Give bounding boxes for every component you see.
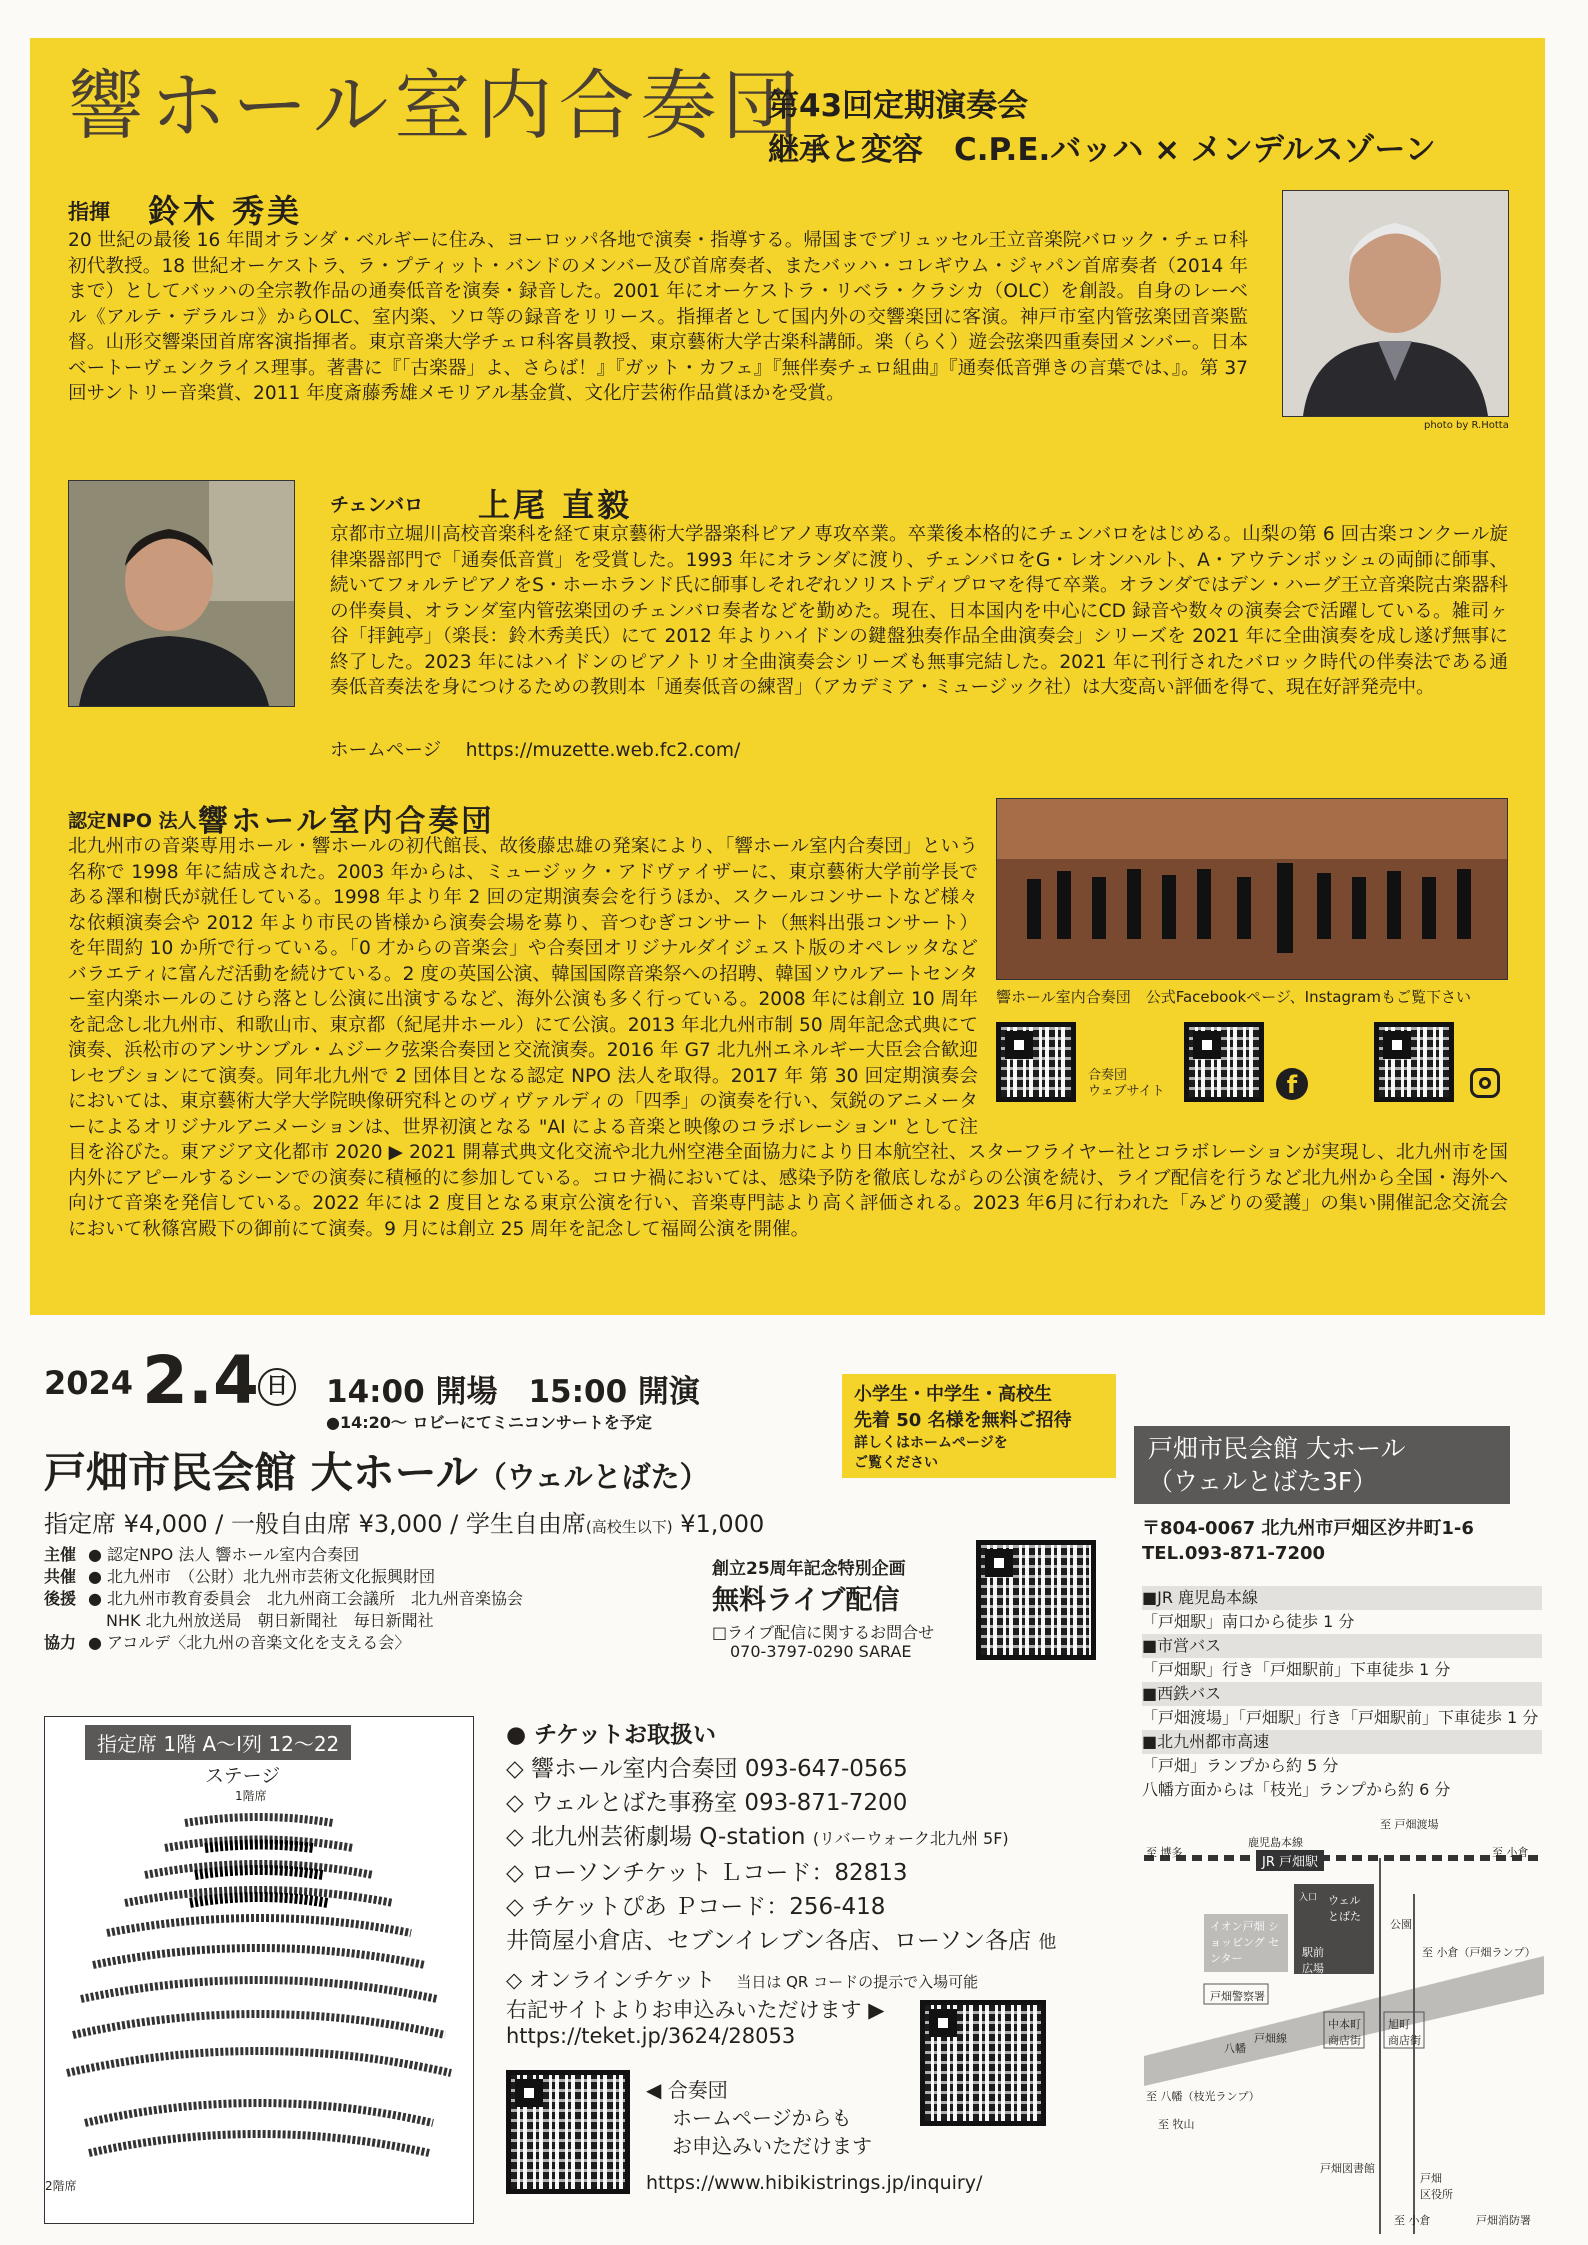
map-to-kokura: 至 小倉 (1492, 1846, 1529, 1859)
photo-credit: photo by R.Hotta (1424, 420, 1509, 431)
map-station: JR 戸畑駅 (1256, 1850, 1324, 1871)
event-date: 2.4 (142, 1342, 259, 1419)
venue-address: 〒804-0067 北九州市戸畑区汐井町1-6 TEL.093-871-7200 (1142, 1518, 1474, 1564)
conductor-photo (1282, 190, 1509, 417)
map-to-makiyama: 至 牧山 (1158, 2118, 1195, 2131)
student-offer-line4: ご覧ください (854, 1455, 938, 1471)
map-line-label: 鹿児島本線 (1248, 1836, 1303, 1849)
map-fire: 戸畑消防署 (1476, 2214, 1531, 2227)
homepage-apply-text: ◀ 合奏団 ホームページからも お申込みいただけます (646, 2078, 872, 2158)
ticket-outlet-item: ◇ 北九州芸術劇場 Q-station (リバーウォーク北九州 5F) (506, 1824, 1009, 1850)
live-stream-qr-code[interactable] (976, 1540, 1096, 1660)
cembalo-name: 上尾 直毅 (478, 486, 633, 524)
map-park: 公園 (1390, 1918, 1412, 1931)
stage-label: ステージ (205, 1765, 281, 1787)
cembalo-photo (68, 480, 295, 707)
seat-map-header: 指定席 1階 A～I列 12～22 (85, 1725, 351, 1760)
mini-concert-note: ●14:20～ ロビーにてミニコンサートを予定 (326, 1413, 652, 1432)
map-road-tobata: 戸畑線 (1254, 2032, 1287, 2045)
map-aeon: イオン戸畑 ショッピング センター (1210, 1920, 1280, 1965)
ticket-stores: 井筒屋小倉店、セブンイレブン各店、ローソン各店 他 (506, 1928, 1057, 1954)
ensemble-bio: 北九州市の音楽専用ホール・響ホールの初代館長、故後藤忠雄の発案により、「響ホール室内合奏団」という名称で 1998 年に結成された。2003 年からは、ミュージック・アドヴァイザーに、東京藝術大学前学長である澤和樹氏が就任している。1998 年より年 2 回の定期演奏会を行うほか、スクールコンサートなど様々な依頼演奏会や 2012 年より市民の皆様から演奏会場を募り、音つむぎコンサート（無料出張コンサート）を年間約 10 か所で行っている。「0 才からの音楽会」や合奏団オリジナルダイジェスト版のオペレッタなどバラエティに富んだ活動を続けている。2 度の英国公演、韓国国際音楽祭への招聘、韓国ソウルアートセンター室内楽ホールのこけら落とし公演に出演するなど、海外公演も多く行っている。2008 年には創立 10 周年を記念し北九州市、和歌山市、東京都（紀尾井ホール）にて公演。2013 年北九州市制 50 周年記念式典にて演奏、浜松市のアンサンブル・ムジーク弦楽合奏団と交流演奏。2016 年 G7 北九州エネルギー大臣会合歓迎レセプションにて演奏。同年北九州で 2 団体目となる認定 NPO 法人を取得。2017 年 第 30 回定期演奏会においては、東京藝術大学大学院映像研究科とのヴィヴァルディの「四季」の演奏を行い、気鋭のアニメーターによるオリジナルアニメーションは、世界初演となる "AI による音楽と映像のコラボレーション" として注目を浴びた。東アジア文化都市 2020 ▶ 2021 開幕式典文化交流や北九州空港全面協力により日本航空社、スターフライヤー社とコラボレーションが実現し、北九州市を国内外にアピールするシーンでの演奏に積極的に参加している。コロナ禍においては、感染予防を徹底しながらの公演を続け、ライブ配信を行うなど北九州から全国・海外へ向けて音楽を発信している。2022 年には 2 度目となる東京公演を行い、音楽専門誌より高く評価される。2023 年6月に行われた「みどりの愛護」の集い開催記念交流会において秋篠宮殿下の御前にて演奏。9 月には創立 25 周年を記念して福岡公演を開催。 (68, 836, 1508, 1240)
seat-map (44, 1716, 474, 2224)
credit-row: NHK 北九州放送局 朝日新聞社 毎日新聞社 (106, 1611, 434, 1630)
qr-site-label: 合奏団 ウェブサイト (1088, 1068, 1165, 1099)
homepage-url[interactable]: https://muzette.web.fc2.com/ (465, 740, 741, 761)
ensemble-bio-float (978, 834, 1508, 1116)
live-line2: 無料ライブ配信 (712, 1585, 900, 1616)
map-welltobata: ウェル とばた (1328, 1894, 1361, 1923)
online-ticket-url[interactable]: https://teket.jp/3624/28053 (506, 2024, 796, 2048)
ticket-outlet-item: ◇ チケットぴあ Ｐコード：256-418 (506, 1894, 886, 1920)
credit-row: 協力 ● アコルデ〈北九州の音楽文化を支える会〉 (44, 1633, 411, 1652)
cembalo-homepage (330, 738, 740, 764)
map-to-wataba: 至 戸畑渡場 (1380, 1818, 1439, 1831)
map-to-yahata: 至 八幡（枝光ランプ） (1146, 2090, 1260, 2103)
student-offer-line3: 詳しくはホームページを (854, 1435, 1008, 1451)
ticket-outlet-item: ◇ ローソンチケット Ｌコード：82813 (506, 1860, 908, 1886)
cembalo-role: チェンバロ (330, 494, 424, 516)
homepage-qr-code[interactable] (506, 2070, 630, 2194)
online-ticket-heading: ◇ オンラインチケット 当日は QR コードの提示で入場可能 (506, 1968, 979, 1992)
live-line4: 070-3797-0290 SARAE (730, 1642, 912, 1661)
live-line3: □ライブ配信に関するお問合せ (712, 1623, 935, 1642)
student-offer-box (842, 1374, 1116, 1478)
homepage-url-link[interactable]: https://www.hibikistrings.jp/inquiry/ (646, 2172, 983, 2194)
map-entrance: 入口 (1299, 1893, 1318, 1903)
student-offer-line1: 小学生・中学生・高校生 (854, 1384, 1052, 1405)
floor1-label: 1階席 (235, 1789, 267, 1803)
conductor-role: 指揮 (68, 200, 110, 224)
ensemble-bio-wrap (68, 834, 1508, 1242)
online-ticket-qr-code[interactable] (920, 2000, 1046, 2126)
ticket-prices: 指定席 ¥4,000 / 一般自由席 ¥3,000 / 学生自由席(高校生以下) ¥1,000 (44, 1510, 765, 1538)
ensemble-name: 響ホール室内合奏団 (198, 804, 495, 839)
cembalo-portrait-icon (69, 481, 294, 706)
event-year: 2024 (44, 1364, 134, 1402)
map-to-hakata: 至 博多 (1146, 1846, 1183, 1859)
map-to-kokura-ramp: 至 小倉（戸畑ランプ） (1422, 1946, 1536, 1959)
ensemble-title: 響ホール室内合奏団 (68, 61, 805, 150)
ticket-heading: ● チケットお取扱い (506, 1722, 717, 1748)
student-offer-line2: 先着 50 名様を無料ご招待 (854, 1410, 1072, 1431)
map-street2: 旭町 商店街 (1388, 2018, 1421, 2047)
floor2-label: 2階席 (45, 2179, 77, 2193)
cembalo-bio: 京都市立堀川高校音楽科を経て東京藝術大学器楽科ピアノ専攻卒業。卒業後本格的にチェンバロをはじめる。山梨の第 6 回古楽コンクール旋律楽器部門で「通奏低音賞」を受賞した。1993 年にオランダに渡り、チェンバロをG・レオンハルト、A・アウテンボッシュの両師に師事、続いてフォルテピアノをS・ホーホランド氏に師事しそれぞれソリストディプロマを得て卒業。オランダではデン・ハーグ王立音楽院古楽器科の伴奏員、オランダ室内管弦楽団のチェンバロ奏者などを勤めた。現在、日本国内を中心にCD 録音や数々の演奏会で活躍している。雑司ヶ谷「拝鈍亭」（楽長：鈴木秀美氏）にて 2012 年よりハイドンの鍵盤独奏作品全曲演奏会」シリーズを 2021 年に全曲演奏を成し遂げ無事に終了した。2023 年にはハイドンのピアノトリオ全曲演奏会シリーズも無事完結した。2021 年に刊行されたバロック時代の伴奏法である通奏低音奏法を身につけるための教則本「通奏低音の練習」（アカデミア・ミュージック社）は大変高い評価を得て、現在好評発売中。 (330, 524, 1508, 698)
venue-name: 戸畑市民会館 大ホール（ウェルとばた） (44, 1448, 709, 1497)
ticket-outlet-item: ◇ 響ホール室内合奏団 093-647-0565 (506, 1756, 908, 1782)
credit-row: 後援 ● 北九州市教育委員会 北九州商工会議所 北九州音楽協会 (44, 1589, 524, 1608)
concert-subtitle: 継承と変容 C.P.E.バッハ × メンデルスゾーン (768, 132, 1436, 168)
event-time: 14:00 開場 15:00 開演 (326, 1374, 700, 1410)
map-road-yahata: 八幡 (1224, 2042, 1246, 2055)
conductor-name: 鈴木 秀美 (148, 192, 303, 230)
ensemble-org-prefix: 認定NPO 法人 (68, 810, 197, 832)
map-ward: 戸畑 区役所 (1420, 2172, 1453, 2201)
seat-rows-icon (45, 1803, 473, 2183)
event-weekday: 日 (258, 1368, 296, 1406)
ticket-outlet-item: ◇ ウェルとばた事務室 093-871-7200 (506, 1790, 908, 1816)
homepage-label: ホームページ (330, 740, 442, 761)
online-ticket-sub: 右記サイトよりお申込みいただけます ▶ (506, 1998, 885, 2022)
credit-row: 主催 ● 認定NPO 法人 響ホール室内合奏団 (44, 1545, 360, 1564)
live-line1: 創立25周年記念特別企画 (712, 1559, 906, 1579)
concert-number: 第43回定期演奏会 (768, 88, 1029, 124)
map-police: 戸畑警察署 (1210, 1990, 1265, 2003)
map-street1: 中本町 商店街 (1328, 2018, 1361, 2047)
map-plaza: 駅前 広場 (1302, 1946, 1324, 1975)
venue-box-title: 戸畑市民会館 大ホール （ウェルとばた3F） (1134, 1426, 1510, 1504)
credit-row: 共催 ● 北九州市 （公財）北九州市芸術文化振興財団 (44, 1567, 436, 1586)
access-map (1144, 1818, 1544, 2234)
access-routes: ■JR 鹿児島本線 「戸畑駅」南口から徒歩 1 分 ■市営バス 「戸畑駅」行き「戸畑駅前」下車徒歩 1 分 ■西鉄バス 「戸畑渡場」「戸畑駅」行き「戸畑駅前」下車徒歩 1 分 ■北九州都市高速 「戸畑」ランプから約 5 分 八幡方面からは「枝光」ランプから約 6 分 (1142, 1586, 1542, 1802)
conductor-bio: 20 世紀の最後 16 年間オランダ・ベルギーに住み、ヨーロッパ各地で演奏・指導する。帰国までブリュッセル王立音楽院バロック・チェロ科初代教授。18 世紀オーケストラ、ラ・プティット・バンドのメンバー及び首席奏者、またバッハ・コレギウム・ジャパン首席奏者（2014 年まで）としてバッハの全宗教作品の通奏低音を演奏・録音した。2001 年にオーケストラ・リベラ・クラシカ（OLC）を創設。自身のレーベル《アルテ・デラルコ》からOLC、室内楽、ソロ等の録音をリリース。指揮者として国内外の交響楽団に客演。神戸市室内管弦楽団音楽監督。山形交響楽団首席客演指揮者。東京音楽大学チェロ科客員教授、東京藝術大学古楽科講師。楽（らく）遊会弦楽四重奏団メンバー。日本ベートーヴェンクライス理事。著書に『「古楽器」よ、さらば！』『ガット・カフェ』『無伴奏チェロ組曲』『通奏低音弾きの言葉では、』。第 37 回サントリー音楽賞、2011 年度斎藤秀雄メモリアル基金賞、文化庁芸術作品賞ほかを受賞。 (68, 230, 1248, 404)
map-library: 戸畑図書館 (1320, 2162, 1375, 2175)
credits-list (44, 1544, 704, 1654)
conductor-portrait-icon (1283, 191, 1508, 416)
ensemble-photo-caption: 響ホール室内合奏団 公式Facebookページ、Instagramもご覧下さい (996, 988, 1471, 1006)
facebook-icon[interactable]: f (1276, 1068, 1308, 1100)
map-to-kokura2: 至 小倉 (1394, 2214, 1431, 2227)
ticket-outlets (506, 1718, 1066, 1960)
